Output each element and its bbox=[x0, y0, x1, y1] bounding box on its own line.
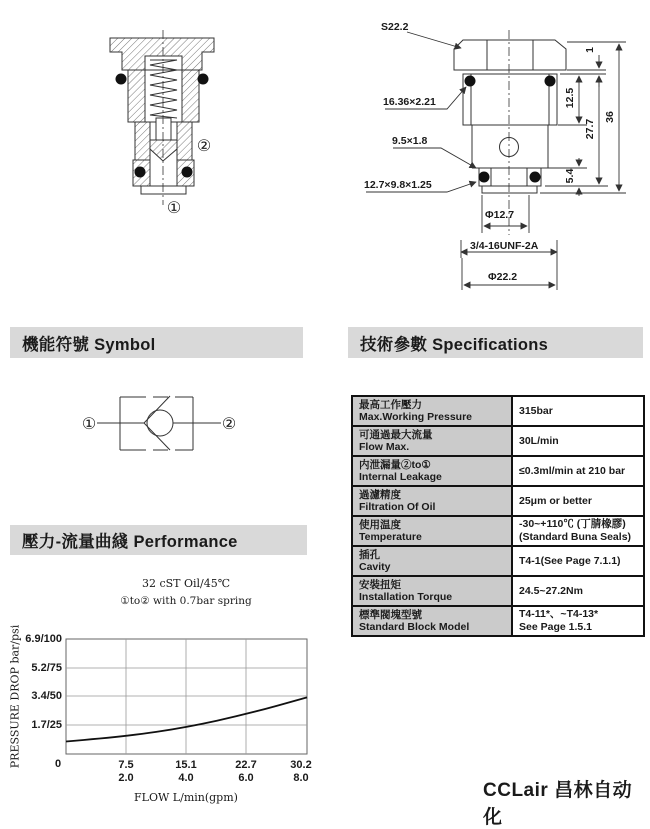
table-row bbox=[352, 456, 644, 486]
oring-lower-left bbox=[135, 167, 146, 178]
spec-value: T4-1(See Page 7.1.1) bbox=[519, 554, 621, 567]
spec-value: ≤0.3ml/min at 210 bar bbox=[519, 464, 626, 477]
spec-label-en: Installation Torque bbox=[359, 590, 453, 603]
x-tick-gpm: 6.0 bbox=[238, 772, 254, 784]
x-tick-lmin: 7.5 bbox=[118, 759, 134, 771]
y-tick: 3.4/50 bbox=[31, 690, 62, 702]
chart-title: 32 cST Oil/45℃ bbox=[141, 577, 231, 590]
dim-36: 36 bbox=[604, 111, 616, 123]
dim-27-7: 27.7 bbox=[584, 118, 596, 140]
spec-label-en: Internal Leakage bbox=[359, 470, 442, 483]
x-tick-lmin: 30.2 bbox=[290, 759, 312, 771]
spec-label-zh: 標準閥塊型號 bbox=[359, 608, 422, 621]
specs-section-header: 技術參數 Specifications bbox=[348, 327, 643, 358]
dim-nose-dia: Φ12.7 bbox=[485, 209, 515, 221]
y-tick: 6.9/100 bbox=[25, 633, 62, 645]
check-valve-symbol bbox=[97, 396, 221, 450]
spec-label-en: Max.Working Pressure bbox=[359, 410, 473, 423]
spec-value: 24.5~27.2Nm bbox=[519, 584, 583, 597]
chart-x-axis-label: FLOW L/min(gpm) bbox=[134, 791, 238, 804]
oring-top-right bbox=[545, 76, 556, 87]
spec-label-zh: 内泄漏量②to① bbox=[359, 458, 431, 471]
x-tick-lmin: 15.1 bbox=[175, 759, 197, 771]
spec-label-en: Filtration Of Oil bbox=[359, 500, 436, 513]
dim-oring-nose: 9.5×1.8 bbox=[392, 135, 428, 147]
oring-nose-right bbox=[530, 172, 541, 183]
dim-5-4: 5.4 bbox=[564, 168, 576, 184]
spec-value-line2: See Page 1.5.1 bbox=[519, 621, 592, 633]
x-tick-gpm: 4.0 bbox=[178, 772, 194, 784]
table-row bbox=[352, 426, 644, 456]
performance-section-header: 壓力-流量曲綫 Performance bbox=[10, 525, 307, 555]
spec-value: 25μm or better bbox=[519, 494, 592, 507]
port-2-callout: ② bbox=[196, 138, 212, 155]
oring-lower-right bbox=[182, 167, 193, 178]
dim-body-dia: Φ22.2 bbox=[488, 271, 518, 283]
spec-value: -30~+110℃ (丁腈橡膠) bbox=[519, 518, 626, 531]
spec-label-en: Flow Max. bbox=[359, 440, 410, 453]
dim-12-5: 12.5 bbox=[564, 87, 576, 109]
y-tick: 5.2/75 bbox=[31, 662, 62, 674]
origin-tick: 0 bbox=[54, 758, 62, 770]
dim-thread: 3/4-16UNF-2A bbox=[470, 240, 539, 252]
dim-1: 1 bbox=[584, 47, 596, 53]
spec-label-en: Cavity bbox=[359, 560, 391, 573]
table-row bbox=[352, 396, 644, 426]
spec-label-zh: 最高工作壓力 bbox=[359, 398, 422, 411]
spec-label-en: Standard Block Model bbox=[359, 620, 470, 633]
spec-label-en: Temperature bbox=[359, 530, 422, 543]
dim-hex-flats: S22.2 bbox=[381, 21, 409, 33]
spec-label-zh: 使用温度 bbox=[359, 518, 401, 531]
performance-chart bbox=[66, 639, 307, 754]
chart-y-axis-label: PRESSURE DROP bar/psi bbox=[8, 624, 22, 769]
y-tick: 1.7/25 bbox=[31, 719, 62, 731]
symbol-port-1: ① bbox=[81, 416, 97, 433]
spec-value: 30L/min bbox=[519, 434, 559, 447]
specifications-table bbox=[351, 395, 645, 637]
spec-value: T4-11*、~T4-13* bbox=[519, 608, 599, 621]
spec-label-zh: 過濾精度 bbox=[359, 488, 401, 501]
table-row bbox=[352, 606, 644, 636]
x-tick-gpm: 2.0 bbox=[118, 772, 134, 784]
dim-backup-ring: 12.7×9.8×1.25 bbox=[364, 179, 432, 191]
valve-section-drawing bbox=[110, 30, 214, 205]
table-row bbox=[352, 486, 644, 516]
chart-subtitle: ①to② with 0.7bar spring bbox=[120, 595, 252, 607]
table-row bbox=[352, 546, 644, 576]
oring-right bbox=[198, 74, 209, 85]
symbol-port-2: ② bbox=[221, 416, 237, 433]
table-row bbox=[352, 516, 644, 546]
brand-logo: CCLair 昌林自动化 bbox=[483, 780, 633, 828]
oring-top-left bbox=[465, 76, 476, 87]
x-tick-lmin: 22.7 bbox=[235, 759, 257, 771]
dim-oring-top: 16.36×2.21 bbox=[383, 96, 436, 108]
oring-left bbox=[116, 74, 127, 85]
table-row bbox=[352, 576, 644, 606]
oring-nose-left bbox=[479, 172, 490, 183]
spec-label-zh: 可通過最大流量 bbox=[359, 428, 433, 441]
pressure-drop-curve bbox=[66, 697, 307, 741]
spec-label-zh: 插孔 bbox=[359, 548, 380, 561]
symbol-section-header: 機能符號 Symbol bbox=[10, 327, 303, 358]
port-1-callout: ① bbox=[166, 200, 182, 217]
spec-value: 315bar bbox=[519, 404, 553, 417]
x-tick-gpm: 8.0 bbox=[293, 772, 309, 784]
hex-head bbox=[454, 40, 566, 70]
spec-value-line2: (Standard Buna Seals) bbox=[519, 531, 632, 543]
spec-label-zh: 安裝扭矩 bbox=[359, 578, 401, 591]
